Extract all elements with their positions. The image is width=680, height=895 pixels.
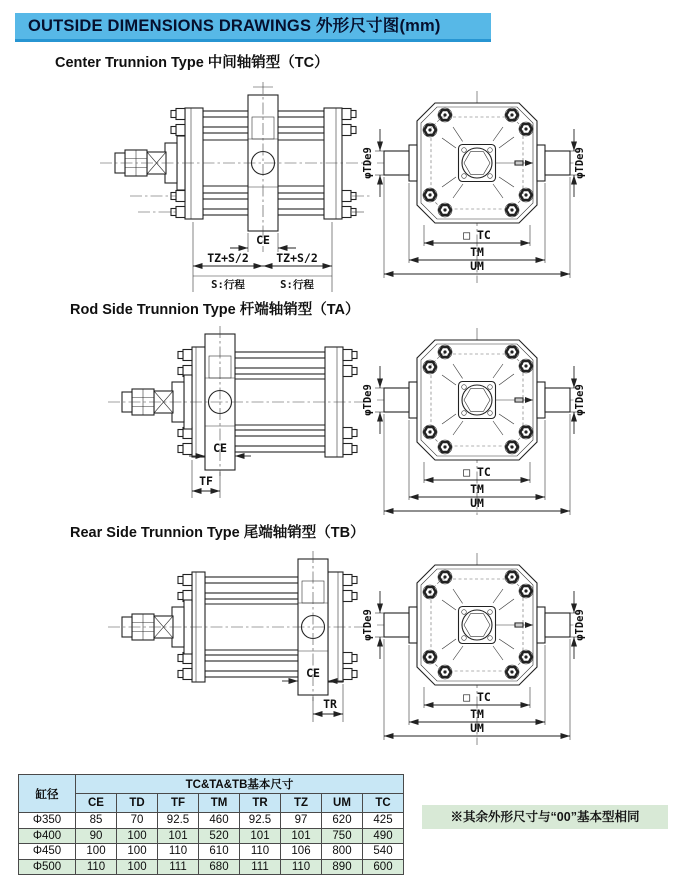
dim-label-tr: TR [323, 697, 337, 711]
table-row [19, 844, 404, 860]
cell: 540 [363, 844, 404, 860]
cell: 110 [281, 859, 322, 875]
cell: 610 [199, 844, 240, 860]
col-header-tc: TC [363, 794, 404, 813]
cell: 85 [76, 813, 117, 829]
dim-label-tz-left: TZ+S/2 [207, 251, 249, 265]
col-header-um: UM [322, 794, 363, 813]
dim-label-stroke-right: S:行程 [280, 279, 314, 291]
table-row [19, 859, 404, 875]
cell: 100 [117, 859, 158, 875]
dimensions-table [18, 774, 404, 875]
cell: 490 [363, 828, 404, 844]
dim-label-ce: CE [213, 441, 227, 455]
cell: 92.5 [240, 813, 281, 829]
side-view-tb [108, 551, 368, 701]
bore-column-header: 缸径 [19, 775, 76, 813]
cell: 100 [117, 844, 158, 860]
col-header-ce: CE [76, 794, 117, 813]
col-header-td: TD [117, 794, 158, 813]
page-title-banner [15, 13, 491, 42]
dim-label-tf: TF [199, 474, 213, 488]
side-view-tc [100, 82, 372, 252]
cell: 100 [117, 828, 158, 844]
cell: 680 [199, 859, 240, 875]
side-view-ta [108, 326, 368, 476]
note-box: ※其余外形尺寸与“00”基本型相同 [422, 805, 668, 829]
drawing-rod-side-trunnion-ta [0, 320, 680, 515]
end-view-ta [362, 328, 586, 515]
section-heading-ta: Rod Side Trunnion Type 杆端轴销型（TA） [70, 302, 360, 318]
cell: 890 [322, 859, 363, 875]
cell: 106 [281, 844, 322, 860]
bore-cell: Φ450 [19, 844, 76, 860]
cell: 111 [240, 859, 281, 875]
bore-cell: Φ400 [19, 828, 76, 844]
col-header-tm: TM [199, 794, 240, 813]
drawing-rear-side-trunnion-tb [0, 545, 680, 765]
cell: 100 [76, 844, 117, 860]
cell: 101 [240, 828, 281, 844]
cell: 110 [240, 844, 281, 860]
section-heading-tb: Rear Side Trunnion Type 尾端轴销型（TB） [70, 525, 365, 541]
cell: 101 [281, 828, 322, 844]
cell: 520 [199, 828, 240, 844]
bore-cell: Φ500 [19, 859, 76, 875]
end-view-tb [362, 553, 586, 745]
cell: 90 [76, 828, 117, 844]
dim-label-ce: CE [306, 666, 320, 680]
table-row [19, 828, 404, 844]
drawing-center-trunnion-tc [0, 75, 680, 295]
cell: 750 [322, 828, 363, 844]
dim-label-stroke-left: S:行程 [211, 279, 245, 291]
cell: 101 [158, 828, 199, 844]
cell: 425 [363, 813, 404, 829]
end-view-tc [362, 91, 586, 283]
cell: 70 [117, 813, 158, 829]
cell: 620 [322, 813, 363, 829]
cell: 800 [322, 844, 363, 860]
cell: 111 [158, 859, 199, 875]
cell: 92.5 [158, 813, 199, 829]
page-title: OUTSIDE DIMENSIONS DRAWINGS 外形尺寸图(mm) [28, 17, 441, 35]
dim-label-ce: CE [256, 233, 270, 247]
cell: 97 [281, 813, 322, 829]
cell: 110 [158, 844, 199, 860]
dim-label-tz-right: TZ+S/2 [276, 251, 318, 265]
cell: 460 [199, 813, 240, 829]
col-header-tz: TZ [281, 794, 322, 813]
col-header-tr: TR [240, 794, 281, 813]
cell: 110 [76, 859, 117, 875]
side-view-tc-dimensions [193, 222, 332, 292]
col-header-tf: TF [158, 794, 199, 813]
cell: 600 [363, 859, 404, 875]
section-heading-tc: Center Trunnion Type 中间轴销型（TC） [55, 55, 329, 71]
table-row [19, 813, 404, 829]
table-group-header: TC&TA&TB基本尺寸 [76, 775, 404, 794]
bore-cell: Φ350 [19, 813, 76, 829]
